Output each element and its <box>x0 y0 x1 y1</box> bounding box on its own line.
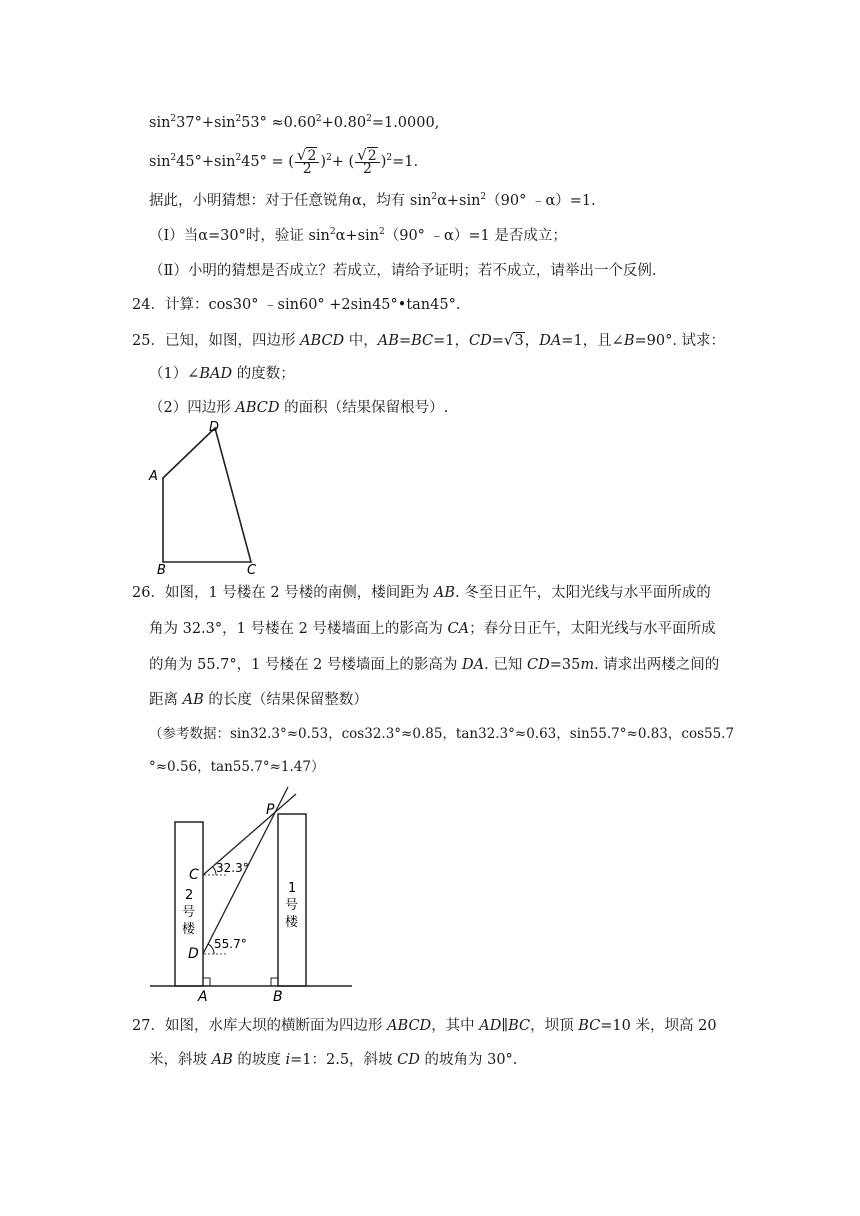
label-D: D <box>188 946 199 962</box>
fraction-sqrt2-over-2: $\frac{√2}{2}$ <box>295 149 319 175</box>
question-26-line-2: 角为 32.3°，1 号楼在 2 号楼墙面上的影高为 CA；春分日正午，太阳光线与水平面所成 <box>149 621 716 637</box>
label-C: C <box>247 563 257 576</box>
question-27-line-2: 米，斜坡 AB 的坡度 i=1：2.5，斜坡 CD 的坡角为 30°. <box>149 1052 518 1068</box>
label-A: A <box>149 469 158 484</box>
conjecture-line: 据此，小明猜想：对于任意锐角α，均有 $\sin^2\alpha+\sin^2(90^\circ$ ﹣α）=1. <box>149 192 596 209</box>
angle-label-55-7: 55.7° <box>214 937 247 951</box>
reference-data-line-2: °≈0.56，tan55.7°≈1.47） <box>149 759 325 775</box>
angle-label-32-3: 32.3° <box>216 861 249 875</box>
right-angle-mark-b <box>271 978 278 986</box>
subquestion-I: （Ⅰ）当α=30°时，验证 $\sin^2\alpha+\sin^2(90^\circ$ ﹣α）=1 是否成立； <box>149 227 567 244</box>
question-24: 24．计算：cos30° ﹣sin60° +2sin45°•tan45°. <box>132 297 461 313</box>
building-2-label-char-1: 2 <box>185 888 194 903</box>
right-angle-mark-a <box>203 978 210 986</box>
building-1-label-char-2: 号 <box>285 898 299 913</box>
question-27-line-1: 27．如图，水库大坝的横断面为四边形 ABCD，其中 AD∥BC，坝顶 BC=10 米，坝高 20 <box>132 1018 717 1034</box>
question-26-line-1: 26．如图，1 号楼在 2 号楼的南侧，楼间距为 AB. 冬至日正午，太阳光线与水平面所成的 <box>132 585 711 601</box>
label-D: D <box>209 420 220 435</box>
label-C: C <box>189 867 199 883</box>
reference-data-line-1: （参考数据：sin32.3°≈0.53，cos32.3°≈0.85，tan32.3°≈0.63，sin55.7°≈0.83，cos55.7 <box>149 726 735 742</box>
subquestion-II: （Ⅱ）小明的猜想是否成立？若成立，请给予证明；若不成立，请举出一个反例. <box>149 263 657 279</box>
building-1-label-char-3: 楼 <box>285 915 299 930</box>
building-2-label-char-3: 楼 <box>182 922 196 937</box>
formula-line-2: $\sin^245^\circ+\sin^245^\circ$ = ( $\frac{√2}{2}$ )$^2$+ ( $\frac{√2}{2}$ )$^2$=1. <box>149 146 419 177</box>
buildings-figure <box>148 782 358 1004</box>
building-2-label-char-2: 号 <box>182 905 196 920</box>
sqrt3: √3 <box>503 331 524 349</box>
building-1-label-char-1: 1 <box>288 881 297 896</box>
question-26-line-3: 的角为 55.7°，1 号楼在 2 号楼墙面上的影高为 DA. 已知 CD=35m. 请求出两楼之间的 <box>149 657 720 673</box>
quadrilateral-figure <box>143 418 263 576</box>
formula-line-1: $\sin^237^\circ+\sin^253^\circ \approx 0.60^2+0.80^2=1.0000$, <box>149 114 440 131</box>
question-25-part-1: （1）∠BAD 的度数； <box>149 366 295 382</box>
label-B: B <box>273 989 283 1004</box>
question-25-part-2: （2）四边形 ABCD 的面积（结果保留根号）. <box>149 400 449 416</box>
quadrilateral-abcd <box>163 428 251 562</box>
fraction-sqrt2-over-2: $\frac{√2}{2}$ <box>355 149 379 175</box>
label-B: B <box>157 563 166 576</box>
label-P: P <box>266 802 275 818</box>
question-26-line-4: 距离 AB 的长度（结果保留整数） <box>149 692 368 708</box>
question-25: 25．已知，如图，四边形 ABCD 中，AB=BC=1，CD=√3，DA=1，且∠B=90°. 试求： <box>132 331 726 349</box>
label-A: A <box>198 989 208 1004</box>
